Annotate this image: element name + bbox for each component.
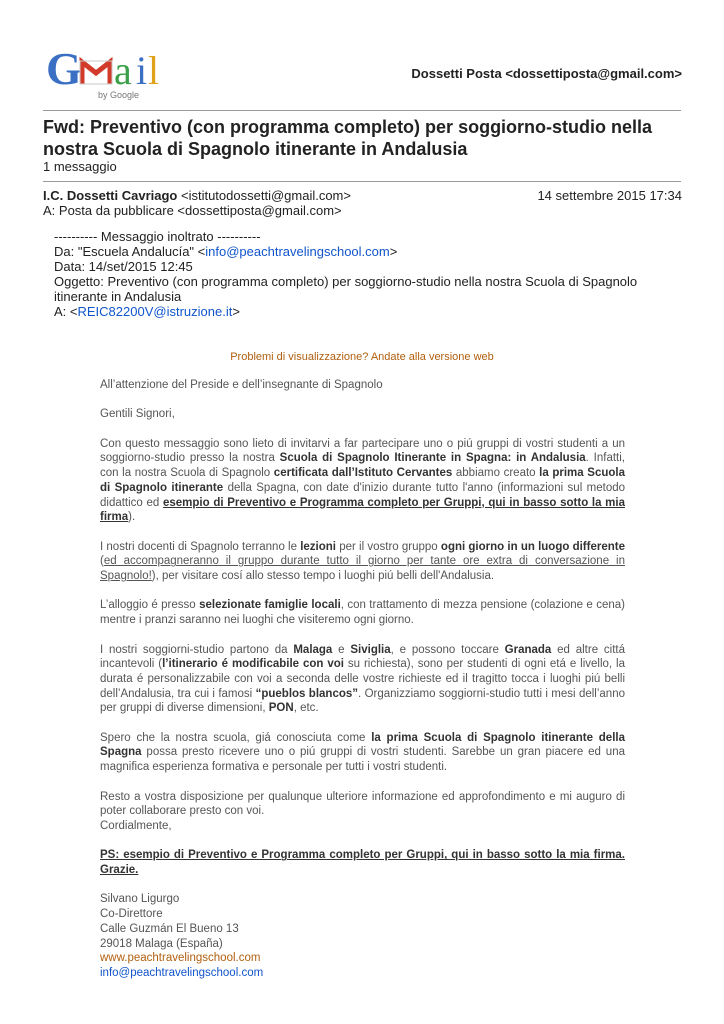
thread-subject: Fwd: Preventivo (con programma completo) per soggiorno-studio nella nostra Scuola di Spagnolo itinerante in Andalusia [43,117,653,159]
body-sign-off: Cordialmente, [100,819,172,832]
divider-thread [43,181,681,182]
message-recipient: A: Posta da pubblicare <dossettiposta@gmail.com> [43,203,342,218]
body-paragraph-itinerary: I nostri soggiorni-studio partono da Malaga e Siviglia, e possono toccare Granada ed altre cittá incantevoli (l’itinerario é modificabile con voi su richiesta), sono per studenti di ogni etá e livello, la durata é personalizzabile con voi a seconda delle vostre richieste ed il tragitto tocca i luoghi piú belli dell’Andalusia, tra cui i famosi “pueblos blancos”. Organizziamo soggiorni-studio tutti i mesi dell’anno per gruppi di diverse dimensioni, PON, etc. [100,643,626,715]
svg-text:G: G [46,43,82,94]
forward-date: Data: 14/set/2015 12:45 [54,259,193,274]
signature-city: 29018 Malaga (España) [100,937,223,950]
email-body [100,378,625,981]
webview-link[interactable]: Problemi di visualizzazione? Andate alla versione web [230,351,494,363]
signature-name: Silvano Ligurgo [100,893,180,906]
svg-text:l: l [148,48,160,93]
svg-text:by Google: by Google [98,90,140,100]
signature-role: Co-Direttore [100,908,163,921]
sender-name: I.C. Dossetti Cavriago [43,188,178,203]
body-salutation-line: All’attenzione del Preside e dell’insegnante di Spagnolo [100,379,383,391]
forward-subject: Oggetto: Preventivo (con programma completo) per soggiorno-studio nella nostra Scuola di Spagnolo itinerante in Andalusia [54,274,638,304]
forwarded-header [54,229,654,319]
signature-website-link[interactable]: www.peachtravelingschool.com [100,952,261,965]
body-paragraph-hope: Spero che la nostra scuola, giá conosciuta come la prima Scuola di Spagnolo itinerante della Spagna possa presto ricevere uno o piú gruppi di vostri studenti. Sarebbe un gran piacere ed una magnifica esperienza formativa e personale per tutti i vostri studenti. [100,731,625,774]
signature [100,892,625,980]
signature-address: Calle Guzmán El Bueno 13 [100,922,239,935]
message-date: 14 settembre 2015 17:34 [537,188,682,203]
forward-to-suffix: > [232,304,240,319]
forward-to-email-link[interactable]: REIC82200V@istruzione.it [77,304,233,319]
body-paragraph-intro: Con questo messaggio sono lieto di invitarvi a far partecipare uno o piú gruppi di vostri studenti a un soggiorno-studio presso la nostra Scuola di Spagnolo Itinerante in Spagna: in Andalusia. Infatti, con la nostra Scuola di Spagnolo certificata dall’Istituto Cervantes abbiamo creato la prima Scuola di Spagnolo itinerante della Spagna, con date d'inizio durante tutto l'anno (informazioni sul metodo didattico ed esempio di Preventivo e Programma completo per Gruppi, qui in basso sotto la mia firma). [100,437,626,524]
forward-from-prefix: Da: "Escuela Andalucía" < [54,244,206,259]
forward-from [54,244,654,259]
forward-separator: ---------- Messaggio inoltrato ---------- [54,229,261,244]
body-ps: PS: esempio di Preventivo e Programma completo per Gruppi, qui in basso sotto la mia firma. Grazie. [100,849,625,877]
body-paragraph-closing: Resto a vostra disposizione per qualunque ulteriore informazione ed approfondimento e mi auguro di poter collaborare presto con voi. [100,790,625,818]
body-greeting: Gentili Signori, [100,408,175,421]
forward-from-suffix: > [389,244,398,259]
body-paragraph-lessons: I nostri docenti di Spagnolo terranno le lezioni per il vostro gruppo ogni giorno in un luogo differente (ed accompagneranno il gruppo durante tutto il giorno per tante ore extra di conversazione in Spagnolo!), per visitare cosí allo stesso tempo i luoghi piú belli dell'Andalusia. [100,540,625,583]
svg-text:a: a [114,48,132,93]
signature-email-link[interactable]: info@peachtravelingschool.com [100,966,264,979]
divider-top [43,110,681,111]
message-count: 1 messaggio [43,159,117,174]
sender-email: <istitutodossetti@gmail.com> [177,188,351,203]
account-email: Dossetti Posta <dossettiposta@gmail.com> [411,66,682,81]
body-paragraph-lodging: L’alloggio é presso selezionate famiglie locali, con trattamento di mezza pensione (colazione e cena) mentre i pranzi saranno nei luoghi che visiteremo ogni giorno. [100,599,625,627]
forward-to [54,304,654,319]
svg-text:i: i [136,48,148,93]
sender [43,188,351,203]
forward-from-email-link[interactable]: info@peachtravelingschool.com [205,244,390,259]
forward-to-prefix: A: < [54,304,78,319]
gmail-logo [44,40,184,102]
